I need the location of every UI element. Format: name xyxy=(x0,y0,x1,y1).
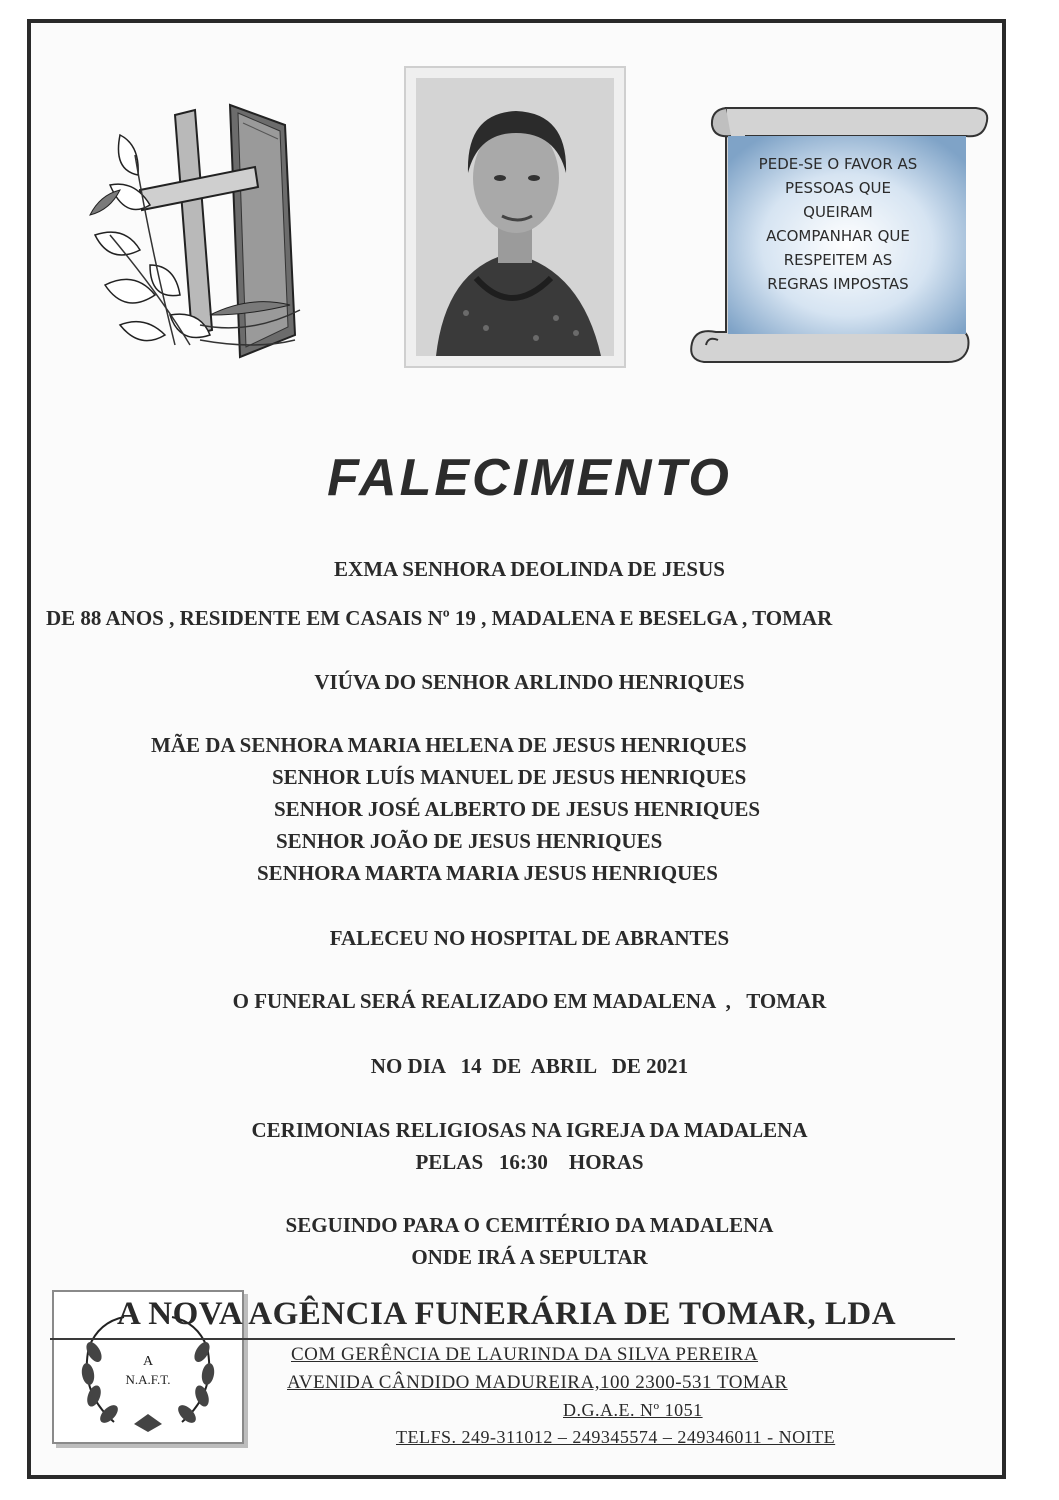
agency-phones: TELFS. 249-311012 – 249345574 – 249346011 - NOITE xyxy=(396,1427,836,1447)
child-line: SENHORA MARTA MARIA JESUS HENRIQUES xyxy=(257,861,718,885)
logo-letter: A xyxy=(142,1354,154,1369)
death-place: FALECEU NO HOSPITAL DE ABRANTES xyxy=(329,926,730,950)
deceased-name: EXMA SENHORA DEOLINDA DE JESUS xyxy=(334,557,725,581)
notice-line: ACOMPANHAR QUE xyxy=(766,227,910,245)
notice-line: RESPEITEM AS xyxy=(783,251,893,269)
divider xyxy=(50,1338,955,1340)
notice-line: REGRAS IMPOSTAS xyxy=(767,275,909,293)
burial-line: SEGUINDO PARA O CEMITÉRIO DA MADALENA xyxy=(285,1213,774,1237)
notice-line: PESSOAS QUE xyxy=(785,179,891,197)
child-line: MÃE DA SENHORA MARIA HELENA DE JESUS HENRIQUES xyxy=(151,733,747,757)
logo-initials: N.A.F.T. xyxy=(125,1372,171,1387)
deceased-photo xyxy=(404,66,626,368)
notice-line: PEDE-SE O FAVOR AS xyxy=(758,155,918,173)
agency-address: AVENIDA CÂNDIDO MADUREIRA,100 2300-531 TOMAR xyxy=(287,1372,788,1393)
agency-dgae: D.G.A.E. Nº 1051 xyxy=(563,1400,703,1420)
burial-line: ONDE IRÁ A SEPULTAR xyxy=(411,1245,648,1269)
ceremony-time: PELAS 16:30 HORAS xyxy=(415,1150,644,1174)
cross-lily-icon xyxy=(80,95,305,375)
portrait-image xyxy=(416,78,614,356)
agency-management: COM GERÊNCIA DE LAURINDA DA SILVA PEREIRA xyxy=(291,1344,759,1365)
ceremony-line: CERIMONIAS RELIGIOSAS NA IGREJA DA MADALENA xyxy=(251,1118,808,1142)
widow-line: VIÚVA DO SENHOR ARLINDO HENRIQUES xyxy=(314,670,745,694)
funeral-date: NO DIA 14 DE ABRIL DE 2021 xyxy=(370,1054,689,1078)
child-line: SENHOR LUÍS MANUEL DE JESUS HENRIQUES xyxy=(272,765,747,789)
funeral-place: O FUNERAL SERÁ REALIZADO EM MADALENA , TOMAR xyxy=(232,989,827,1013)
child-line: SENHOR JOÃO DE JESUS HENRIQUES xyxy=(276,829,663,853)
notice-text xyxy=(738,152,938,296)
agency-name: A NOVA AGÊNCIA FUNERÁRIA DE TOMAR, LDA xyxy=(117,1296,897,1332)
residence-line: DE 88 ANOS , RESIDENTE EM CASAIS Nº 19 , MADALENA E BESELGA , TOMAR xyxy=(46,606,833,630)
page-title: FALECIMENTO xyxy=(327,449,732,507)
notice-line: QUEIRAM xyxy=(803,203,873,221)
child-line: SENHOR JOSÉ ALBERTO DE JESUS HENRIQUES xyxy=(274,797,761,821)
